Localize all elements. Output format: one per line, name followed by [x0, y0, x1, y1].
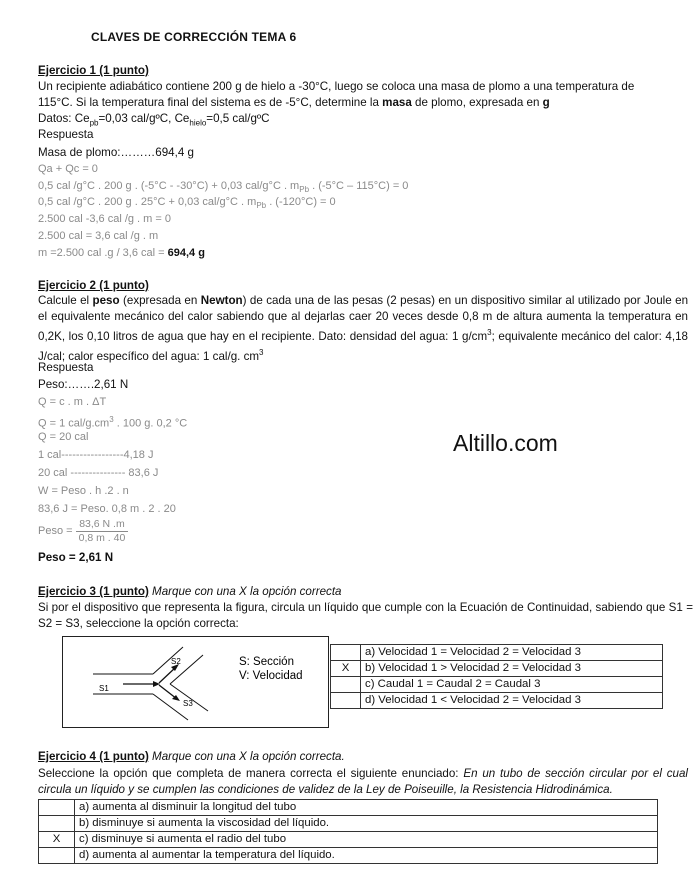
ej3-option-mark[interactable]: X [331, 661, 361, 677]
legend-seccion: S: Sección [239, 656, 294, 668]
label-s3: S3 [183, 699, 193, 708]
ej4-option-mark[interactable] [39, 800, 75, 816]
ej1-answer: Masa de plomo:………694,4 g [38, 146, 194, 159]
ej2-work-2: Q = 20 cal [38, 431, 89, 443]
ej2-work-4: 20 cal --------------- 83,6 J [38, 467, 159, 479]
label-s1: S1 [99, 684, 109, 693]
ej3-option-text: a) Velocidad 1 = Velocidad 2 = Velocidad 3 [361, 645, 663, 661]
ej1-respuesta-label: Respuesta [38, 128, 94, 141]
ej3-heading: Ejercicio 3 (1 punto) Marque con una X la opción correcta [38, 585, 342, 598]
ej1-work-4: 2.500 cal = 3,6 cal /g . m [38, 230, 159, 242]
ej1-work-0: Qa + Qc = 0 [38, 163, 98, 175]
ej4-option-row[interactable] [39, 832, 658, 848]
ej1-text-line2: 115°C. Si la temperatura final del sistema es de -5°C, determine la masa de plomo, expresada en g [38, 96, 550, 109]
ej2-work-1: Q = 1 cal/$g.cm^3$ . 100 g. 0,2 °C [38, 415, 188, 430]
ej2-heading: Ejercicio 2 (1 punto) [38, 279, 149, 292]
ej3-option-row[interactable] [331, 677, 663, 693]
ej4-option-row[interactable] [39, 800, 658, 816]
ej3-option-text: c) Caudal 1 = Caudal 2 = Caudal 3 [361, 677, 663, 693]
flow-diagram [62, 636, 329, 728]
ej1-work-3: 2.500 cal -3,6 cal /g . m = 0 [38, 213, 171, 225]
ej2-final: Peso = 2,61 N [38, 551, 114, 564]
ej2-text: Calcule el peso (expresada en Newton) de cada una de las pesas (2 pesas) en un dispositivo similar al utilizado por Joule en el equivalente mecánico del calor sabiendo que al dejarlas caer 20 veces desde 0,8 m de altura aumenta la temperatura en 0,2K, los 0,10 litros de agua que hay en el recipiente. Dato: densidad del agua: 1 $g/cm^3$; equivalente mecánico del calor: 4,18 J/cal; calor específico del agua: 1 cal/g. $cm^3$ [38, 294, 689, 363]
label-s2: S2 [171, 657, 181, 666]
ej3-option-row[interactable] [331, 661, 663, 677]
ej2-work-3: 1 cal-----------------4,18 J [38, 449, 154, 461]
ej3-option-text: b) Velocidad 1 > Velocidad 2 = Velocidad 3 [361, 661, 663, 677]
ej3-option-mark[interactable] [331, 645, 361, 661]
ej3-text: Si por el dispositivo que representa la figura, circula un líquido que cumple con la Ecuación de Continuidad, sabiendo que S1 = S2 = S3, seleccione la opción correcta: [38, 601, 693, 630]
ej4-option-text: a) aumenta al disminuir la longitud del tubo [75, 800, 658, 816]
ej2-work-5: W = Peso . h .2 . n [38, 485, 129, 497]
page-title: CLAVES DE CORRECCIÓN TEMA 6 [91, 30, 297, 44]
ej4-option-mark[interactable]: X [39, 832, 75, 848]
ej2-work-0: Q = c . m . ΔT [38, 396, 107, 408]
ej4-option-row[interactable] [39, 816, 658, 832]
ej3-option-mark[interactable] [331, 677, 361, 693]
ej1-text-line1: Un recipiente adiabático contiene 200 g de hielo a -30°C, luego se coloca una masa de plomo a una temperatura de [38, 80, 635, 93]
ej3-option-row[interactable] [331, 645, 663, 661]
ej3-option-row[interactable] [331, 693, 663, 709]
ej2-answer: Peso:…….2,61 N [38, 378, 129, 391]
ej1-datos: Datos: $Ce_{pb}=0,03$ cal/gºC, $Ce_{hielo}=0,5$ cal/gºC [38, 112, 270, 128]
ej3-options-table [330, 644, 663, 709]
ej1-work-5: m =2.500 cal .g / 3,6 cal = 694,4 g [38, 247, 205, 259]
ej1-work-1: 0,5 cal /g°C . 200 g . (-5°C - -30°C) + 0,03 cal/g°C . $m_{Pb}$ . (-5°C – 115°C) = 0 [38, 180, 409, 195]
watermark: Altillo.com [453, 430, 558, 456]
ej4-option-row[interactable] [39, 848, 658, 864]
ej4-option-text: b) disminuye si aumenta la viscosidad del líquido. [75, 816, 658, 832]
legend-velocidad: V: Velocidad [239, 670, 303, 682]
ej4-text: Seleccione la opción que completa de manera correcta el siguiente enunciado: En un tubo de sección circular por el cual circula un líquido y se cumplen las condiciones de validez de la Ley de Poiseuille, la Resistencia Hidrodinámica. [38, 767, 688, 796]
ej3-option-mark[interactable] [331, 693, 361, 709]
ej4-option-text: c) disminuye si aumenta el radio del tubo [75, 832, 658, 848]
ej4-option-text: d) aumenta al aumentar la temperatura del líquido. [75, 848, 658, 864]
ej4-option-mark[interactable] [39, 816, 75, 832]
ej4-heading: Ejercicio 4 (1 punto) Marque con una X la opción correcta. [38, 750, 345, 763]
ej2-peso-fraction: Peso = $\frac{83,6 N .m}{0,8 m . 40}$ [38, 518, 128, 545]
ej2-work-6: 83,6 J = Peso. 0,8 m . 2 . 20 [38, 503, 176, 515]
ej1-work-2: 0,5 cal /g°C . 200 g . 25°C + 0,03 cal/g°C . $m_{Pb}$ . (-120°C) = 0 [38, 196, 336, 211]
ej1-heading: Ejercicio 1 (1 punto) [38, 64, 149, 77]
flow-diagram-svg [63, 637, 328, 727]
ej2-respuesta-label: Respuesta [38, 361, 94, 374]
ej3-option-text: d) Velocidad 1 < Velocidad 2 = Velocidad 3 [361, 693, 663, 709]
ej4-option-mark[interactable] [39, 848, 75, 864]
ej4-options-table [38, 799, 658, 864]
